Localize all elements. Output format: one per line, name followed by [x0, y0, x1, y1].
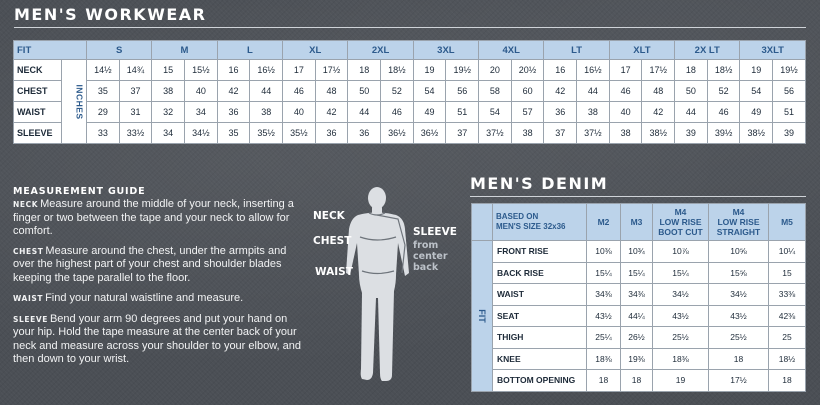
fit-text: FIT [477, 309, 487, 323]
figure-sleeve-label: SLEEVE [413, 226, 457, 238]
workwear-cell: 37½ [577, 123, 610, 144]
size-header: 4XL [479, 41, 544, 60]
workwear-cell: 50 [348, 81, 381, 102]
workwear-cell: 37 [446, 123, 479, 144]
workwear-cell: 16 [544, 60, 577, 81]
workwear-row-label: NECK [14, 60, 62, 81]
denim-cell: 10⅞ [653, 241, 709, 263]
workwear-cell: 18½ [381, 60, 414, 81]
workwear-cell: 40 [185, 81, 218, 102]
workwear-cell: 52 [381, 81, 414, 102]
workwear-cell: 17½ [315, 60, 348, 81]
size-header: M [152, 41, 217, 60]
denim-cell: 18⅜ [653, 348, 709, 370]
workwear-row [14, 60, 806, 81]
workwear-cell: 51 [446, 102, 479, 123]
denim-cell: 18 [587, 370, 621, 392]
denim-cell: 43½ [587, 305, 621, 327]
size-header: LT [544, 41, 609, 60]
neck-instruction [13, 198, 303, 239]
workwear-cell: 36 [348, 123, 381, 144]
workwear-row-label: CHEST [14, 81, 62, 102]
workwear-cell: 29 [87, 102, 120, 123]
denim-cell: 10⅝ [709, 241, 769, 263]
denim-cell: 10⅜ [587, 241, 621, 263]
denim-cell: 25 [769, 327, 806, 349]
denim-cell: 10¼ [769, 241, 806, 263]
denim-size-table [471, 203, 806, 392]
workwear-cell: 16 [217, 60, 250, 81]
workwear-cell: 37½ [479, 123, 512, 144]
workwear-cell: 34 [185, 102, 218, 123]
denim-col-header [769, 204, 806, 241]
col-line: M4 [732, 207, 745, 217]
workwear-cell: 14½ [87, 60, 120, 81]
based-on-line: BASED ON [496, 212, 539, 221]
workwear-cell: 35 [217, 123, 250, 144]
figure-sleeve-sub-1: from [413, 240, 439, 251]
workwear-cell: 48 [642, 81, 675, 102]
workwear-cell: 38 [511, 123, 544, 144]
figure-sleeve-sub-3: back [413, 262, 439, 273]
workwear-cell: 38 [577, 102, 610, 123]
figure-waist-label: WAIST [315, 266, 353, 278]
workwear-cell: 36 [544, 102, 577, 123]
workwear-cell: 46 [381, 102, 414, 123]
workwear-cell: 37 [119, 81, 152, 102]
size-header: S [87, 41, 152, 60]
denim-row-label: BOTTOM OPENING [493, 370, 587, 392]
denim-cell: 34½ [653, 284, 709, 306]
workwear-cell: 31 [119, 102, 152, 123]
denim-row [472, 284, 806, 306]
denim-cell: 15¼ [621, 262, 653, 284]
denim-cell: 15⅝ [709, 262, 769, 284]
denim-cell: 34⅜ [587, 284, 621, 306]
workwear-cell: 38½ [740, 123, 773, 144]
workwear-cell: 19 [740, 60, 773, 81]
workwear-cell: 36½ [381, 123, 414, 144]
workwear-cell: 15½ [185, 60, 218, 81]
denim-col-header [709, 204, 769, 241]
figure-neck-label: NECK [313, 210, 345, 222]
denim-fit-label [472, 241, 493, 392]
denim-cell: 15¼ [653, 262, 709, 284]
workwear-title: MEN'S WORKWEAR [14, 5, 207, 24]
workwear-cell: 48 [315, 81, 348, 102]
size-header: XLT [609, 41, 674, 60]
workwear-cell: 42 [217, 81, 250, 102]
denim-title-rule [470, 196, 806, 197]
workwear-row [14, 123, 806, 144]
workwear-cell: 35½ [283, 123, 316, 144]
waist-keyword: WAIST [13, 294, 44, 303]
workwear-cell: 18 [675, 60, 708, 81]
denim-cell: 10¾ [621, 241, 653, 263]
workwear-row [14, 81, 806, 102]
denim-cell: 43½ [653, 305, 709, 327]
neck-text: Measure around the middle of your neck, inserting a finger or two between the tape and your neck to allow for comfort. [13, 198, 294, 237]
workwear-cell: 15 [152, 60, 185, 81]
denim-cell: 34⅜ [621, 284, 653, 306]
col-line: LOW RISE [717, 217, 760, 227]
workwear-title-rule [14, 27, 806, 28]
workwear-cell: 17 [283, 60, 316, 81]
denim-row-label: SEAT [493, 305, 587, 327]
col-line: LOW RISE [659, 217, 702, 227]
sleeve-text: Bend your arm 90 degrees and put your hand on your hip. Hold the tape measure at the center back of your neck and measure across your shoulder to your elbow, and then down to your wrist. [13, 312, 301, 365]
workwear-cell: 44 [250, 81, 283, 102]
denim-row [472, 241, 806, 263]
workwear-cell: 42 [544, 81, 577, 102]
workwear-cell: 58 [479, 81, 512, 102]
denim-cell: 44¼ [621, 305, 653, 327]
denim-row [472, 327, 806, 349]
neck-keyword: NECK [13, 200, 39, 209]
workwear-cell: 36½ [413, 123, 446, 144]
denim-header-blank [472, 204, 493, 241]
workwear-cell: 35½ [250, 123, 283, 144]
size-header: 3XLT [740, 41, 806, 60]
workwear-cell: 57 [511, 102, 544, 123]
col-line: M3 [630, 217, 643, 227]
denim-cell: 18 [769, 370, 806, 392]
size-header: 2X LT [675, 41, 740, 60]
denim-row [472, 305, 806, 327]
workwear-cell: 39 [675, 123, 708, 144]
denim-cell: 26½ [621, 327, 653, 349]
workwear-cell: 19 [413, 60, 446, 81]
inches-text: INCHES [74, 83, 85, 120]
workwear-cell: 44 [675, 102, 708, 123]
denim-cell: 19⅜ [621, 348, 653, 370]
denim-cell: 18⅜ [587, 348, 621, 370]
workwear-cell: 40 [283, 102, 316, 123]
workwear-cell: 49 [740, 102, 773, 123]
denim-row-label: FRONT RISE [493, 241, 587, 263]
chest-instruction [13, 245, 303, 286]
workwear-cell: 39½ [707, 123, 740, 144]
denim-row [472, 262, 806, 284]
denim-based-on [493, 204, 587, 241]
workwear-size-table [13, 40, 806, 144]
col-line: M4 [674, 207, 687, 217]
workwear-cell: 50 [675, 81, 708, 102]
workwear-cell: 42 [642, 102, 675, 123]
workwear-cell: 17½ [642, 60, 675, 81]
denim-cell: 15 [769, 262, 806, 284]
denim-col-header [621, 204, 653, 241]
workwear-cell: 34 [152, 123, 185, 144]
denim-cell: 33⅜ [769, 284, 806, 306]
denim-cell: 25½ [709, 327, 769, 349]
figure-sleeve-sub-2: center [413, 251, 448, 262]
measurement-figure [310, 183, 465, 383]
inches-unit-label [62, 60, 87, 144]
workwear-cell: 18 [348, 60, 381, 81]
denim-cell: 17½ [709, 370, 769, 392]
denim-cell: 42⅜ [769, 305, 806, 327]
size-header: 3XL [413, 41, 478, 60]
denim-cell: 15¼ [587, 262, 621, 284]
denim-cell: 18 [621, 370, 653, 392]
workwear-row-label: SLEEVE [14, 123, 62, 144]
workwear-cell: 18½ [707, 60, 740, 81]
chest-keyword: CHEST [13, 246, 44, 256]
workwear-cell: 32 [152, 102, 185, 123]
based-on-size: MEN'S SIZE 32x36 [496, 222, 566, 231]
figure-chest-label: CHEST [313, 235, 352, 247]
workwear-cell: 36 [315, 123, 348, 144]
denim-cell: 25¼ [587, 327, 621, 349]
workwear-cell: 56 [446, 81, 479, 102]
workwear-cell: 33½ [119, 123, 152, 144]
workwear-cell: 17 [609, 60, 642, 81]
workwear-cell: 38 [250, 102, 283, 123]
workwear-cell: 46 [609, 81, 642, 102]
denim-row-label: KNEE [493, 348, 587, 370]
workwear-cell: 38 [152, 81, 185, 102]
workwear-cell: 60 [511, 81, 544, 102]
waist-instruction [13, 292, 303, 306]
workwear-cell: 46 [707, 102, 740, 123]
denim-row [472, 370, 806, 392]
workwear-cell: 49 [413, 102, 446, 123]
workwear-row [14, 102, 806, 123]
denim-title: MEN'S DENIM [470, 174, 609, 193]
workwear-cell: 19½ [446, 60, 479, 81]
sleeve-instruction [13, 313, 303, 367]
workwear-cell: 20 [479, 60, 512, 81]
workwear-cell: 39 [773, 123, 806, 144]
col-line: M5 [781, 217, 793, 227]
denim-cell: 34½ [709, 284, 769, 306]
denim-col-header [587, 204, 621, 241]
workwear-cell: 56 [773, 81, 806, 102]
col-line: M2 [597, 217, 610, 227]
denim-row-label: BACK RISE [493, 262, 587, 284]
denim-cell: 43½ [709, 305, 769, 327]
measurement-guide-title: MEASUREMENT GUIDE [13, 186, 146, 197]
denim-cell: 25½ [653, 327, 709, 349]
workwear-cell: 54 [740, 81, 773, 102]
workwear-cell: 34½ [185, 123, 218, 144]
waist-text: Find your natural waistline and measure. [45, 292, 244, 304]
chest-text: Measure around the chest, under the armpits and over the highest part of your chest and shoulder blades keeping the tape parallel to the floor. [13, 244, 287, 284]
workwear-cell: 16½ [250, 60, 283, 81]
workwear-cell: 44 [348, 102, 381, 123]
workwear-cell: 16½ [577, 60, 610, 81]
workwear-cell: 38½ [642, 123, 675, 144]
sleeve-keyword: SLEEVE [13, 314, 48, 324]
denim-row [472, 348, 806, 370]
workwear-fit-header: FIT [14, 41, 87, 60]
denim-row-label: WAIST [493, 284, 587, 306]
denim-col-header [653, 204, 709, 241]
denim-cell: 18½ [769, 348, 806, 370]
workwear-cell: 44 [577, 81, 610, 102]
measurement-guide [13, 186, 303, 374]
workwear-row-label: WAIST [14, 102, 62, 123]
col-line: BOOT CUT [658, 227, 703, 237]
workwear-cell: 35 [87, 81, 120, 102]
workwear-cell: 54 [479, 102, 512, 123]
workwear-cell: 37 [544, 123, 577, 144]
size-header: 2XL [348, 41, 413, 60]
denim-header-row [472, 204, 806, 241]
workwear-header-row [14, 41, 806, 60]
workwear-cell: 52 [707, 81, 740, 102]
workwear-cell: 36 [217, 102, 250, 123]
size-header: L [217, 41, 282, 60]
size-header: XL [283, 41, 348, 60]
workwear-cell: 38 [609, 123, 642, 144]
denim-row-label: THIGH [493, 327, 587, 349]
workwear-cell: 54 [413, 81, 446, 102]
workwear-cell: 14¾ [119, 60, 152, 81]
workwear-cell: 42 [315, 102, 348, 123]
col-line: STRAIGHT [716, 227, 761, 237]
denim-cell: 19 [653, 370, 709, 392]
workwear-cell: 33 [87, 123, 120, 144]
workwear-cell: 46 [283, 81, 316, 102]
workwear-cell: 40 [609, 102, 642, 123]
workwear-cell: 19½ [773, 60, 806, 81]
workwear-cell: 51 [773, 102, 806, 123]
workwear-cell: 20½ [511, 60, 544, 81]
denim-cell: 18 [709, 348, 769, 370]
